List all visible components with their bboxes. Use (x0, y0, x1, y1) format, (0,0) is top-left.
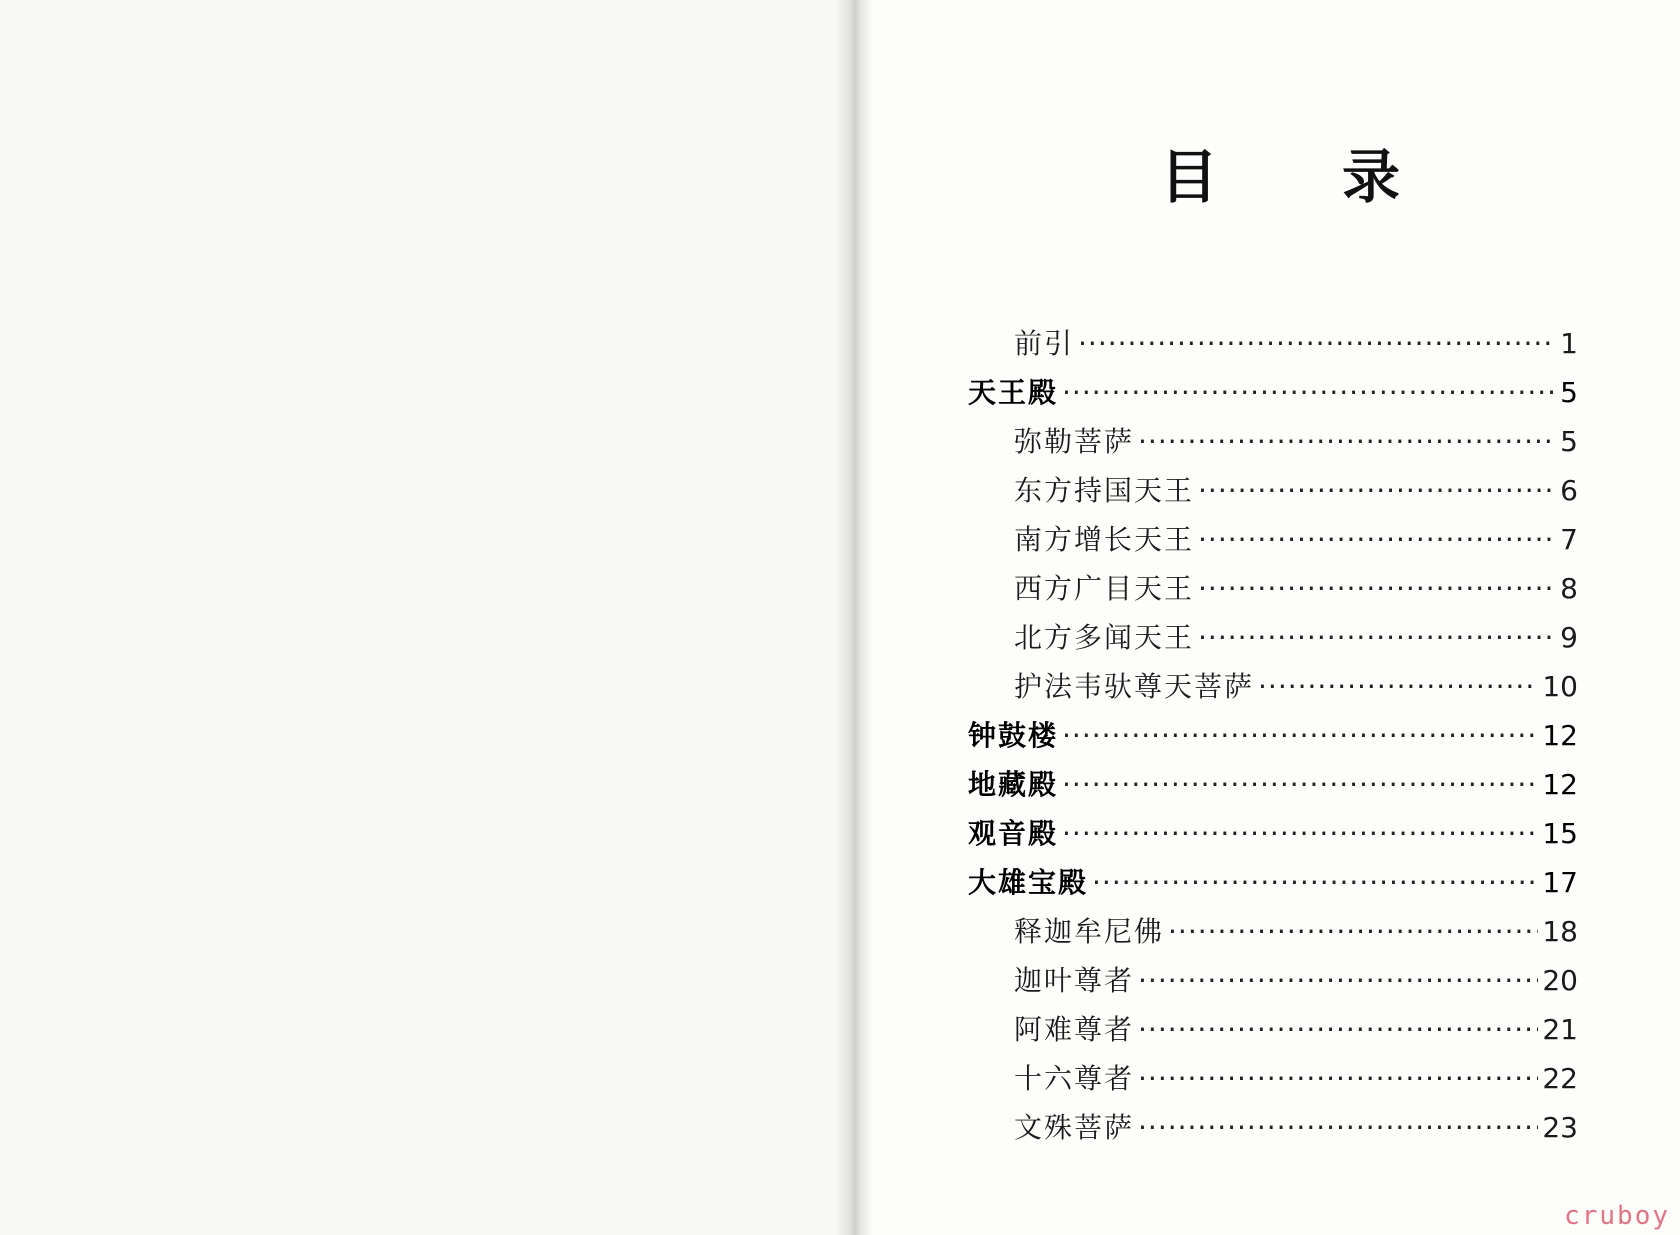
toc-entry-label: 观音殿 (968, 817, 1059, 850)
toc-entry-page: 8 (1560, 572, 1578, 605)
toc-leader-dots (1198, 572, 1556, 605)
toc-entry-page: 15 (1542, 817, 1578, 850)
toc-title-char-1: 目 (1160, 143, 1219, 211)
book-gutter (838, 0, 872, 1235)
toc-entry-page: 12 (1542, 719, 1578, 752)
toc-entry-label: 护法韦驮尊天菩萨 (1014, 670, 1255, 703)
toc-entry-page: 1 (1560, 327, 1578, 360)
toc-entry-label: 北方多闻天王 (1014, 621, 1195, 654)
toc-entry (968, 665, 1578, 714)
toc-entry-label: 文殊菩萨 (1014, 1111, 1135, 1144)
toc-leader-dots (1062, 768, 1538, 801)
toc-entry (968, 1008, 1578, 1057)
toc-leader-dots (1138, 1062, 1538, 1095)
toc-entry (968, 371, 1578, 420)
toc-entry-label: 大雄宝殿 (968, 866, 1089, 899)
toc-entry (968, 1057, 1578, 1106)
toc-entry (968, 567, 1578, 616)
toc-entry (968, 616, 1578, 665)
toc-leader-dots (1168, 915, 1538, 948)
toc-leader-dots (1092, 866, 1538, 899)
toc-entry-page: 5 (1560, 425, 1578, 458)
toc-leader-dots (1198, 474, 1556, 507)
toc-entry (968, 518, 1578, 567)
toc-list (968, 322, 1578, 1155)
toc-leader-dots (1138, 1013, 1538, 1046)
toc-entry-page: 17 (1542, 866, 1578, 899)
toc-leader-dots (1138, 1111, 1538, 1144)
toc-leader-dots (1138, 964, 1538, 997)
toc-entry-page: 22 (1542, 1062, 1578, 1095)
toc-leader-dots (1198, 523, 1556, 556)
toc-entry-page: 9 (1560, 621, 1578, 654)
toc-leader-dots (1138, 425, 1556, 458)
toc-title-char-2: 录 (1341, 143, 1400, 211)
toc-entry-label: 前引 (1014, 327, 1075, 360)
toc-entry (968, 910, 1578, 959)
watermark: cruboy (1564, 1201, 1670, 1231)
toc-entry (968, 1106, 1578, 1155)
toc-leader-dots (1258, 670, 1538, 703)
toc-entry-label: 迦叶尊者 (1014, 964, 1135, 997)
toc-entry-label: 钟鼓楼 (968, 719, 1059, 752)
toc-entry-page: 20 (1542, 964, 1578, 997)
toc-entry (968, 812, 1578, 861)
toc-entry (968, 420, 1578, 469)
toc-entry (968, 322, 1578, 371)
toc-leader-dots (1198, 621, 1556, 654)
toc-entry-label: 天王殿 (968, 376, 1059, 409)
toc-leader-dots (1062, 817, 1538, 850)
toc-entry-label: 南方增长天王 (1014, 523, 1195, 556)
toc-entry-page: 23 (1542, 1111, 1578, 1144)
toc-entry-page: 12 (1542, 768, 1578, 801)
toc-entry-label: 阿难尊者 (1014, 1013, 1135, 1046)
toc-title (1160, 143, 1400, 211)
toc-entry-label: 地藏殿 (968, 768, 1059, 801)
toc-entry-label: 十六尊者 (1014, 1062, 1135, 1095)
toc-leader-dots (1062, 719, 1538, 752)
toc-entry-page: 10 (1542, 670, 1578, 703)
toc-entry-label: 西方广目天王 (1014, 572, 1195, 605)
toc-entry-page: 7 (1560, 523, 1578, 556)
toc-entry-label: 释迦牟尼佛 (1014, 915, 1165, 948)
toc-entry-page: 6 (1560, 474, 1578, 507)
toc-leader-dots (1078, 327, 1556, 360)
toc-entry-page: 5 (1560, 376, 1578, 409)
toc-entry-page: 18 (1542, 915, 1578, 948)
toc-entry-label: 弥勒菩萨 (1014, 425, 1135, 458)
toc-entry (968, 763, 1578, 812)
toc-entry-label: 东方持国天王 (1014, 474, 1195, 507)
toc-entry (968, 959, 1578, 1008)
toc-entry (968, 714, 1578, 763)
toc-leader-dots (1062, 376, 1556, 409)
toc-entry-page: 21 (1542, 1013, 1578, 1046)
toc-entry (968, 469, 1578, 518)
toc-entry (968, 861, 1578, 910)
